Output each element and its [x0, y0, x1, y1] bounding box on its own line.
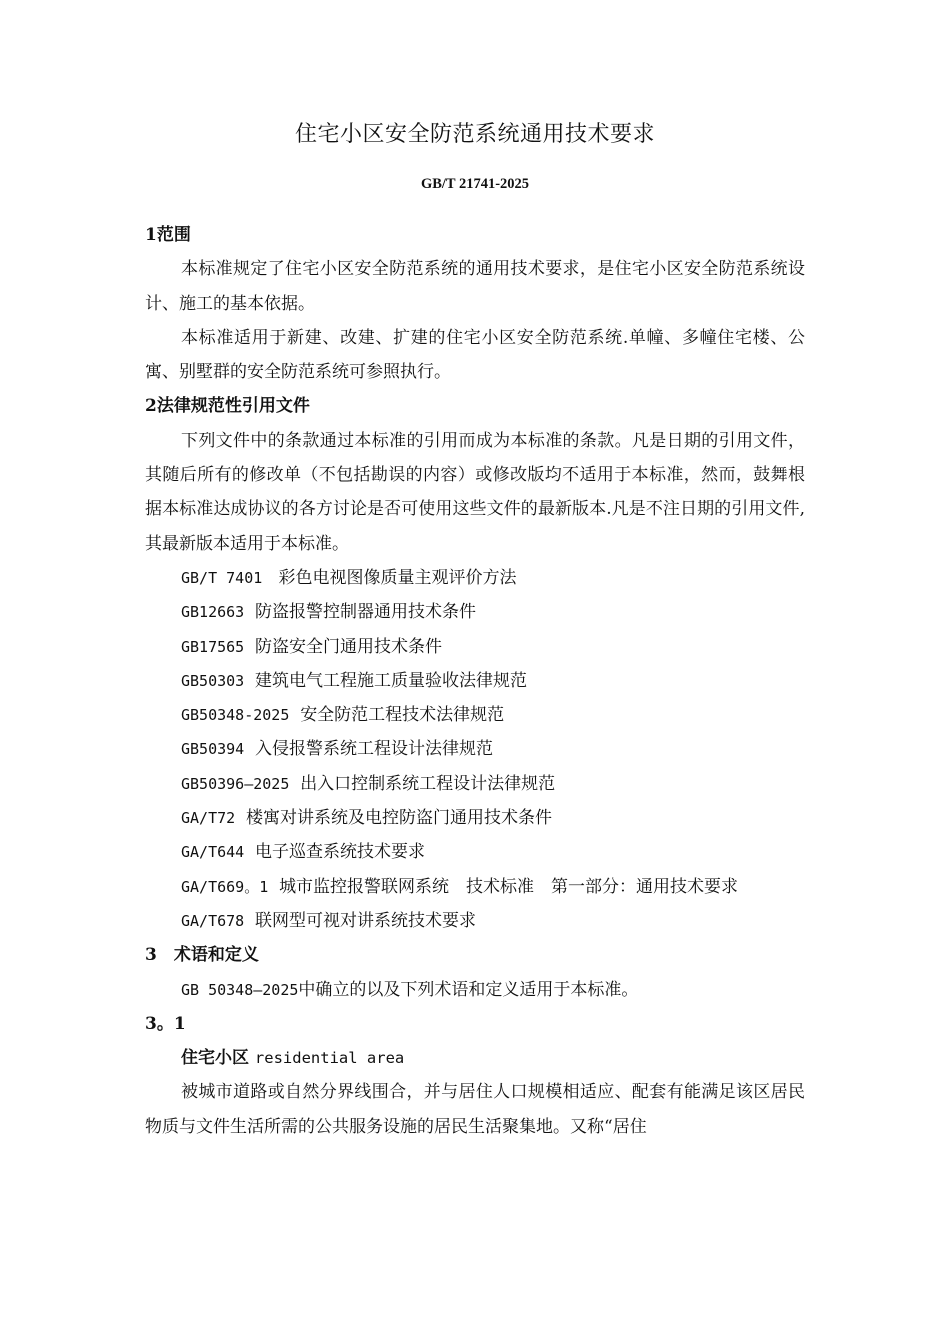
reference-code: GA/T669。1	[181, 877, 269, 896]
section-3-paragraph-1	[145, 973, 805, 1007]
reference-item	[145, 767, 805, 801]
reference-title: 联网型可视对讲系统技术要求	[255, 910, 477, 931]
section-1-heading: 1范围	[145, 225, 191, 245]
reference-item	[145, 870, 805, 904]
reference-title: 安全防范工程技术法律规范	[300, 705, 505, 726]
reference-code: GB50394	[181, 740, 245, 759]
term-entry	[145, 1041, 805, 1075]
reference-code: GB/T 7401	[181, 568, 263, 587]
reference-code: GA/T644	[181, 843, 245, 862]
section-1-paragraph-1: 本标准规定了住宅小区安全防范系统的通用技术要求，是住宅小区安全防范系统设计、施工的基本依据。	[145, 259, 805, 314]
reference-item	[145, 904, 805, 938]
reference-title: 出入口控制系统工程设计法律规范	[300, 773, 556, 794]
section-3-heading: 3 术语和定义	[145, 945, 259, 966]
reference-item	[145, 698, 805, 732]
document-body	[145, 218, 805, 1144]
subsection-number: 3。1	[145, 1013, 186, 1034]
reference-title: 电子巡查系统技术要求	[255, 842, 426, 863]
reference-title: 入侵报警系统工程设计法律规范	[255, 739, 494, 760]
reference-code: GA/T678	[181, 911, 245, 930]
reference-code: GB50396—2025	[181, 774, 290, 793]
term-english: residential area	[254, 1049, 405, 1068]
standard-code: GB/T 21741-2025	[420, 176, 530, 192]
section-2-heading: 2法律规范性引用文件	[145, 396, 310, 417]
reference-code: GA/T72	[181, 809, 236, 828]
reference-code: GB50348-2025	[181, 706, 290, 725]
section-2-paragraph-1: 下列文件中的条款通过本标准的引用而成为本标准的条款。凡是日期的引用文件，其随后所有的修改单（不包括勘误的内容）或修改版均不适用于本标准，然而，鼓舞根据本标准达成协议的各方讨论是否可使用这些文件的最新版本.凡是不注日期的引用文件,其最新版本适用于本标准。	[145, 430, 805, 554]
reference-title: 建筑电气工程施工质量验收法律规范	[255, 670, 528, 691]
term-chinese: 住宅小区	[181, 1048, 249, 1069]
reference-item	[145, 561, 805, 595]
reference-list	[145, 561, 805, 938]
reference-item	[145, 595, 805, 629]
term-definition: 被城市道路或自然分界线围合，并与居住人口规模相适应、配套有能满足该区居民物质与文件生活所需的公共服务设施的居民生活聚集地。又称“居住	[145, 1082, 805, 1137]
reference-item	[145, 732, 805, 766]
reference-item	[145, 801, 805, 835]
reference-code: GB50303	[181, 671, 245, 690]
reference-item	[145, 835, 805, 869]
document-title: 住宅小区安全防范系统通用技术要求	[294, 122, 655, 147]
reference-title: 防盗报警控制器通用技术条件	[255, 602, 477, 623]
section-1-paragraph-2: 本标准适用于新建、改建、扩建的住宅小区安全防范系统.单幢、多幢住宅楼、公寓、别墅群的安全防范系统可参照执行。	[145, 327, 805, 383]
reference-title: 彩色电视图像质量主观评价方法	[278, 567, 517, 588]
reference-title: 城市监控报警联网系统 技术标准 第一部分：通用技术要求	[279, 876, 739, 897]
reference-code: GB17565	[181, 637, 245, 656]
reference-title: 楼寓对讲系统及电控防盗门通用技术条件	[246, 808, 552, 829]
reference-item	[145, 630, 805, 664]
standard-reference-code: GB 50348—2025	[181, 980, 299, 999]
reference-item	[145, 664, 805, 698]
section-3-paragraph-text: 中确立的以及下列术语和定义适用于本标准。	[298, 979, 639, 1000]
reference-title: 防盗安全门通用技术条件	[255, 636, 443, 657]
reference-code: GB12663	[181, 603, 245, 622]
